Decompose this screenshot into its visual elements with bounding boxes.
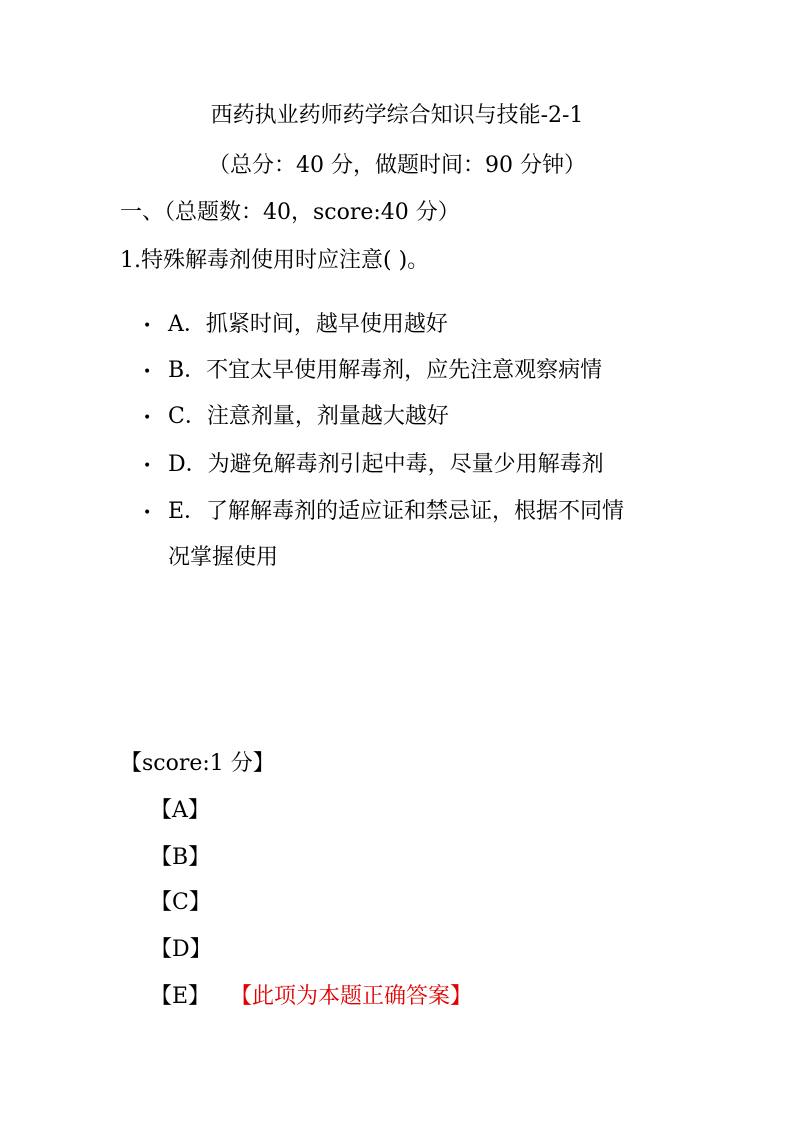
option-e: E．了解解毒剂的适应证和禁忌证，根据不同情 bbox=[168, 499, 625, 524]
page-subtitle: （总分：40 分，做题时间：90 分钟） bbox=[208, 153, 586, 178]
question-text: 1.特殊解毒剂使用时应注意( )。 bbox=[120, 248, 430, 273]
answer-choice-c: 【C】 bbox=[150, 890, 211, 915]
correct-answer-note: 【此项为本题正确答案】 bbox=[230, 984, 473, 1009]
list-bullet: • bbox=[143, 364, 152, 380]
answer-choice-b: 【B】 bbox=[150, 845, 211, 870]
option-a: A．抓紧时间，越早使用越好 bbox=[168, 312, 448, 337]
page-title: 西药执业药师药学综合知识与技能-2-1 bbox=[210, 103, 584, 128]
answer-choice-a: 【A】 bbox=[150, 798, 210, 823]
list-bullet: • bbox=[143, 410, 152, 426]
list-bullet: • bbox=[143, 458, 152, 474]
option-d: D．为避免解毒剂引起中毒，尽量少用解毒剂 bbox=[168, 452, 604, 477]
list-bullet: • bbox=[143, 318, 152, 334]
answer-choice-e: 【E】 bbox=[150, 984, 211, 1009]
score-label: 【score:1 分】 bbox=[120, 751, 275, 776]
option-c: C．注意剂量，剂量越大越好 bbox=[168, 404, 449, 429]
option-e-continuation: 况掌握使用 bbox=[168, 545, 279, 570]
option-b: B．不宜太早使用解毒剂，应先注意观察病情 bbox=[168, 358, 603, 383]
section-heading: 一、（总题数：40，score:40 分） bbox=[120, 200, 460, 225]
list-bullet: • bbox=[143, 505, 152, 521]
answer-choice-d: 【D】 bbox=[150, 937, 212, 962]
